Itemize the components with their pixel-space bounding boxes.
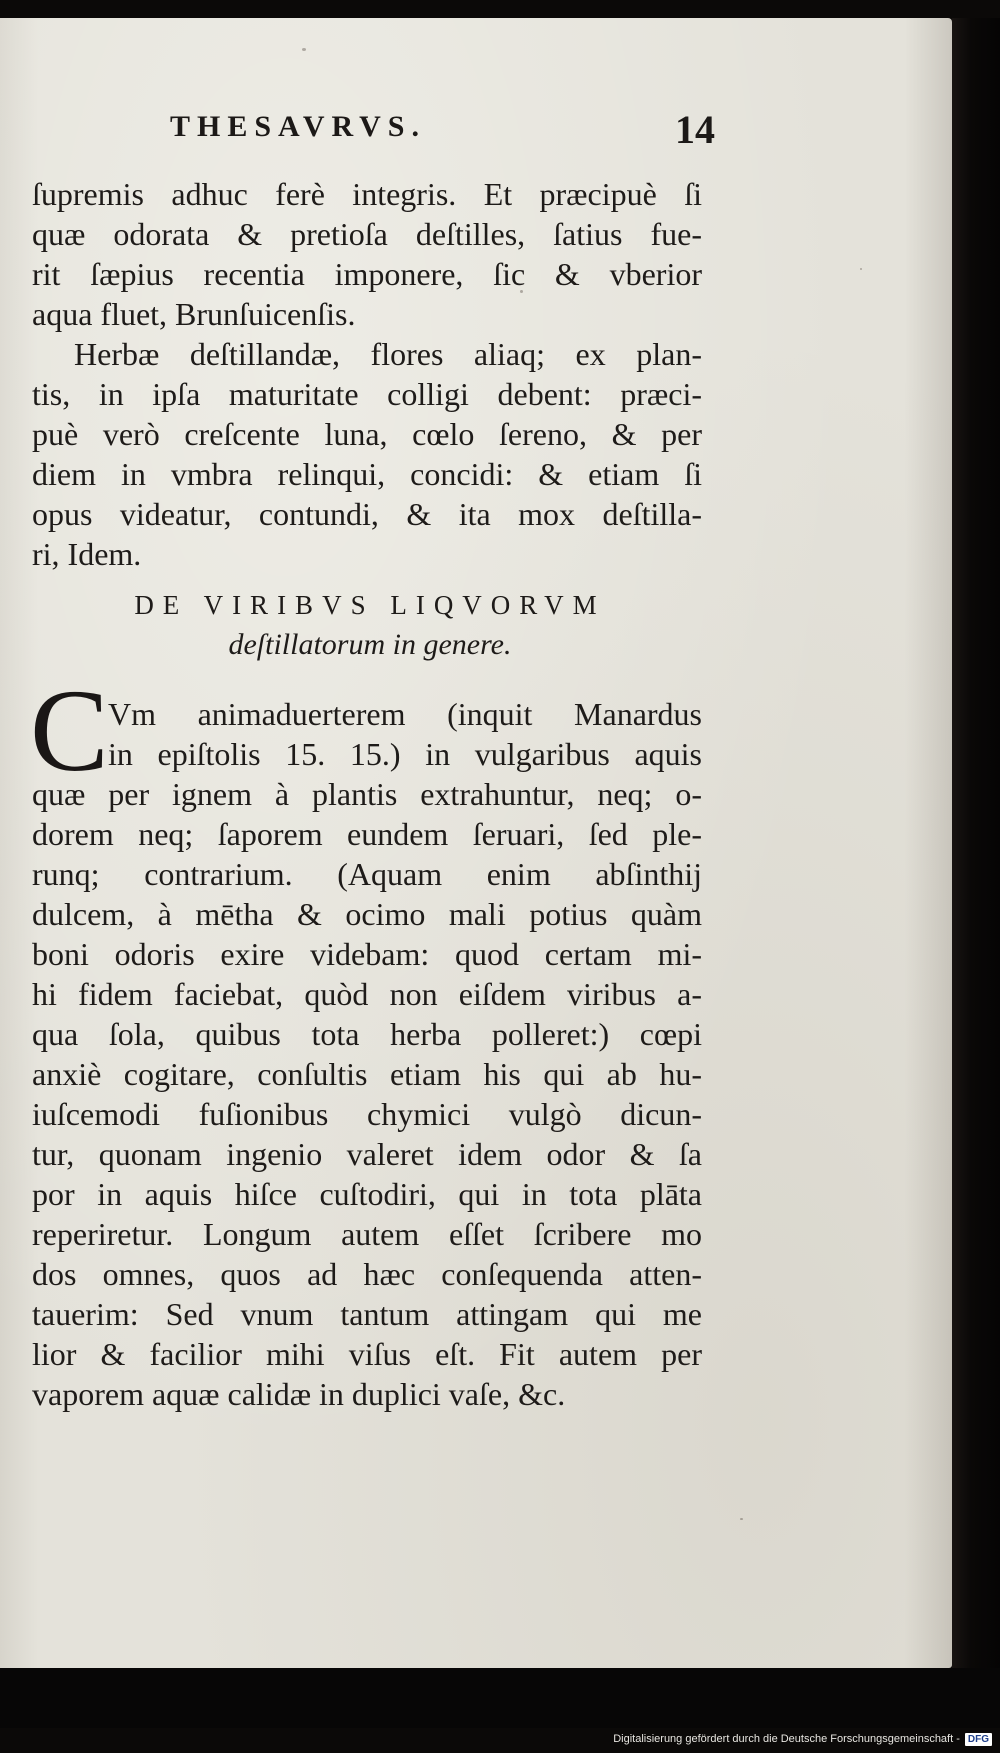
page-number: 14 xyxy=(675,107,715,152)
text-line: quæ odorata & pretioſa deſtilles, ſatius fue- xyxy=(32,216,702,252)
text-line: lior & facilior mihi viſus eſt. Fit autem per xyxy=(32,1336,702,1372)
section-subheading: deſtillatorum in genere. xyxy=(228,628,512,661)
text-line: hi fidem faciebat, quòd non eiſdem viribus a- xyxy=(32,976,702,1012)
text-line: qua ſola, quibus tota herba polleret:) cœpi xyxy=(32,1016,702,1052)
text-line: Herbæ deſtillandæ, flores aliaq; ex plan- xyxy=(74,336,702,372)
drop-cap: C xyxy=(30,665,109,796)
text-line: opus videatur, contundi, & ita mox deſtilla- xyxy=(32,496,702,532)
text-line: diem in vmbra relinqui, concidi: & etiam ſi xyxy=(32,456,702,492)
text-line: anxiè cogitare, conſultis etiam his qui ab hu- xyxy=(32,1056,702,1092)
text-line: reperiretur. Longum autem eſſet ſcribere mo xyxy=(32,1216,702,1252)
text-line: in epiſtolis 15. 15.) in vulgaribus aquis xyxy=(108,736,702,772)
section-heading: DE VIRIBVS LIQVORVM xyxy=(134,590,606,620)
text-line: rit ſæpius recentia imponere, ſic & vberior xyxy=(32,256,702,292)
text-line: por in aquis hiſce cuſtodiri, qui in tota plāta xyxy=(32,1176,702,1212)
text-line: ri, Idem. xyxy=(32,536,142,572)
page-header xyxy=(170,107,715,154)
text-line: dulcem, à mētha & ocimo mali potius quàm xyxy=(32,896,702,932)
dfg-logo-icon: DFG xyxy=(965,1733,992,1746)
text-line: boni odoris exire videbam: quod certam mi- xyxy=(32,936,702,972)
paper-speck xyxy=(860,268,862,270)
text-line: quæ per ignem à plantis extrahuntur, neq; o- xyxy=(32,776,702,812)
credit-text: Digitalisierung gefördert durch die Deutsche Forschungsgemeinschaft - xyxy=(613,1733,960,1745)
text-line: tis, in ipſa maturitate colligi debent: præci- xyxy=(32,376,702,412)
text-line: tur, quonam ingenio valeret idem odor & ſa xyxy=(32,1136,702,1172)
text-line: tauerim: Sed vnum tantum attingam qui me xyxy=(32,1296,702,1332)
paper-speck xyxy=(740,1518,743,1520)
page-bottom-shadow xyxy=(0,1668,1000,1728)
paper-speck xyxy=(302,48,306,51)
text-line: ſupremis adhuc ferè integris. Et præcipuè ſi xyxy=(32,176,702,212)
paper-speck xyxy=(520,290,523,293)
digitization-credit xyxy=(613,1731,992,1747)
text-line: puè verò creſcente luna, cœlo ſereno, & per xyxy=(32,416,702,452)
text-line: aqua fluet, Brunſuicenſis. xyxy=(32,296,356,332)
text-line: iuſcemodi fuſionibus chymici vulgò dicun- xyxy=(32,1096,702,1132)
running-head: THESAVRVS. xyxy=(170,110,426,143)
text-line: dos omnes, quos ad hæc conſequenda atten- xyxy=(32,1256,702,1292)
text-line: runq; contrarium. (Aquam enim abſinthij xyxy=(32,856,702,892)
text-line: dorem neq; ſaporem eundem ſeruari, ſed ple- xyxy=(32,816,702,852)
book-page xyxy=(0,18,952,1668)
text-line: Vm animaduerterem (inquit Manardus xyxy=(108,696,702,732)
text-line: vaporem aquæ calidæ in duplici vaſe, &c. xyxy=(32,1376,566,1412)
page-edge-shadow xyxy=(952,18,1000,1678)
